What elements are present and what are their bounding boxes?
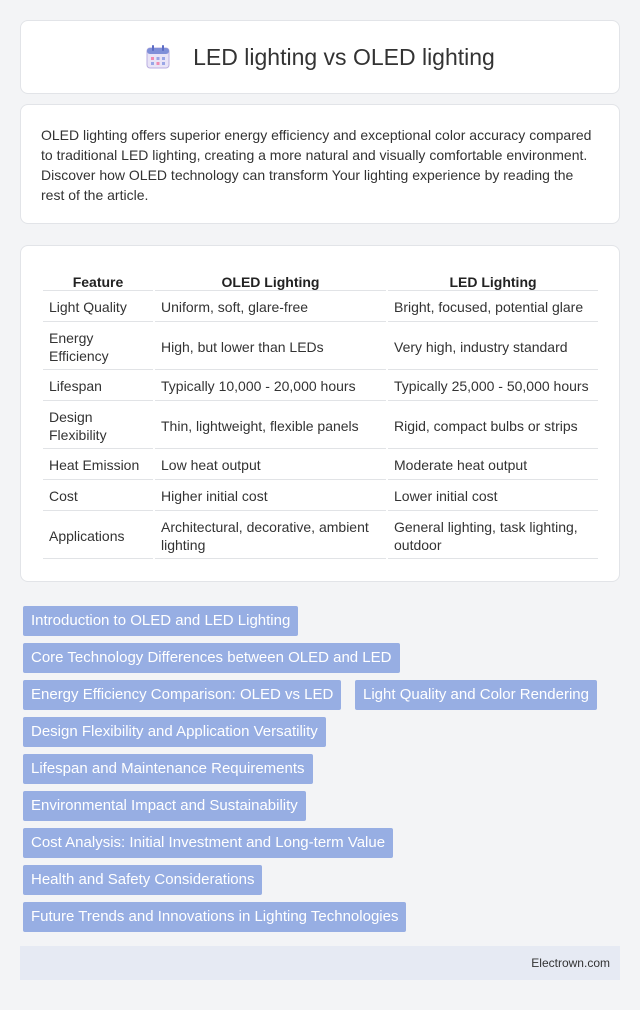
comparison-card xyxy=(20,245,620,582)
table-cell: Moderate heat output xyxy=(388,451,598,480)
table-cell: Rigid, compact bulbs or strips xyxy=(388,403,598,449)
table-cell: Design Flexibility xyxy=(43,403,153,449)
table-cell: Energy Efficiency xyxy=(43,324,153,370)
comparison-table xyxy=(41,265,600,561)
table-cell: Bright, focused, potential glare xyxy=(388,293,598,322)
table-cell: Lifespan xyxy=(43,372,153,401)
topic-tag[interactable]: Light Quality and Color Rendering xyxy=(355,680,597,710)
table-cell: Low heat output xyxy=(155,451,386,480)
topic-tag[interactable]: Cost Analysis: Initial Investment and Long-term Value xyxy=(23,828,393,858)
table-header-row xyxy=(43,267,598,291)
table-cell: Architectural, decorative, ambient lighting xyxy=(155,513,386,559)
table-row xyxy=(43,451,598,480)
footer xyxy=(20,946,620,980)
table-cell: Thin, lightweight, flexible panels xyxy=(155,403,386,449)
topic-tag[interactable]: Lifespan and Maintenance Requirements xyxy=(23,754,313,784)
title-card xyxy=(20,20,620,94)
table-row xyxy=(43,372,598,401)
page-title: LED lighting vs OLED lighting xyxy=(193,43,495,70)
table-row xyxy=(43,403,598,449)
table-cell: Lower initial cost xyxy=(388,482,598,511)
table-row xyxy=(43,482,598,511)
topic-tag[interactable]: Core Technology Differences between OLED and LED xyxy=(23,643,400,673)
table-row xyxy=(43,513,598,559)
table-cell: Heat Emission xyxy=(43,451,153,480)
table-cell: Cost xyxy=(43,482,153,511)
table-cell: Light Quality xyxy=(43,293,153,322)
table-row xyxy=(43,293,598,322)
table-cell: Typically 25,000 - 50,000 hours xyxy=(388,372,598,401)
topic-tag[interactable]: Introduction to OLED and LED Lighting xyxy=(23,606,298,636)
table-cell: High, but lower than LEDs xyxy=(155,324,386,370)
intro-card xyxy=(20,104,620,224)
header-feature: Feature xyxy=(43,267,153,291)
table-cell: Higher initial cost xyxy=(155,482,386,511)
calendar-icon xyxy=(145,44,171,70)
table-cell: Typically 10,000 - 20,000 hours xyxy=(155,372,386,401)
topic-tag[interactable]: Future Trends and Innovations in Lighting Technologies xyxy=(23,902,406,932)
topic-tag[interactable]: Energy Efficiency Comparison: OLED vs LED xyxy=(23,680,341,710)
header-oled: OLED Lighting xyxy=(155,267,386,291)
table-row xyxy=(43,324,598,370)
table-cell: Applications xyxy=(43,513,153,559)
topic-tag[interactable]: Design Flexibility and Application Versatility xyxy=(23,717,326,747)
intro-text: OLED lighting offers superior energy efficiency and exceptional color accuracy compared to traditional LED lighting, creating a more natural and visually comfortable environment. Discover how OLED technology can transform Your lighting experience by reading the rest of the article. xyxy=(41,127,592,203)
header-led: LED Lighting xyxy=(388,267,598,291)
table-cell: Very high, industry standard xyxy=(388,324,598,370)
topic-tag[interactable]: Health and Safety Considerations xyxy=(23,865,262,895)
table-cell: General lighting, task lighting, outdoor xyxy=(388,513,598,559)
footer-site-link[interactable]: Electrown.com xyxy=(531,956,610,970)
topic-tag[interactable]: Environmental Impact and Sustainability xyxy=(23,791,306,821)
table-cell: Uniform, soft, glare-free xyxy=(155,293,386,322)
